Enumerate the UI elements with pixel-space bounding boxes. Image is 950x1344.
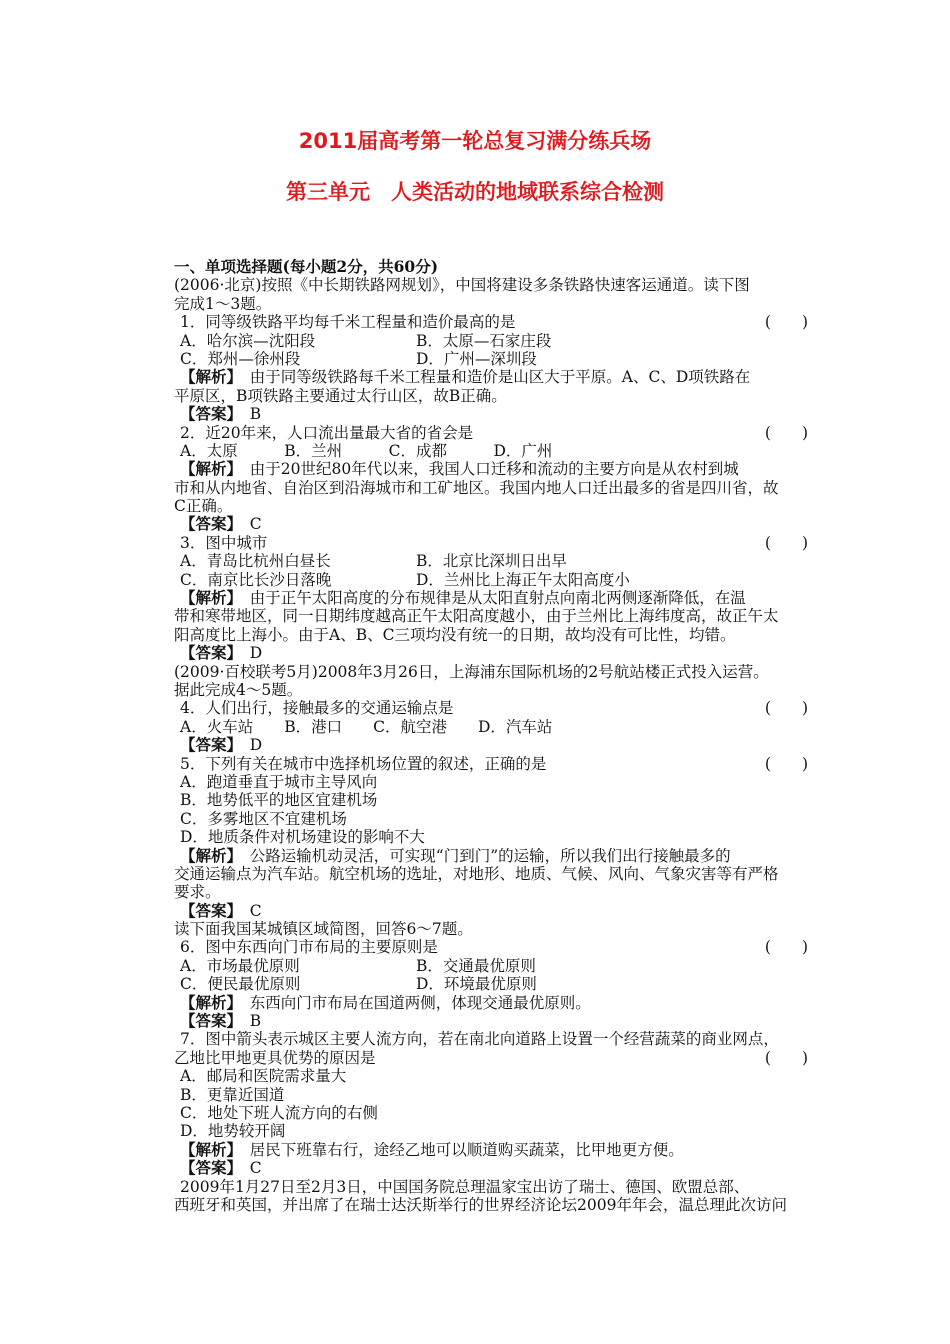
analysis-line: 平原区，B项铁路主要通过太行山区，故B正确。 (174, 386, 507, 405)
intro-line: 西班牙和英国，并出席了在瑞士达沃斯举行的世界经济论坛2009年年会，温总理此次访问 (174, 1195, 787, 1214)
option-row (174, 350, 808, 368)
answer: 【答案】 C (180, 514, 262, 534)
analysis-line: 阳高度比上海小。由于A、B、C三项均没有统一的日期，故均没有可比性，均错。 (174, 625, 736, 644)
option-c: C．郑州—徐州段 (180, 349, 301, 368)
document-body (174, 258, 808, 1214)
analysis-label: 【解析】 (180, 1139, 235, 1159)
question-stem: 5．下列有关在城市中选择机场位置的叙述，正确的是 (180, 754, 547, 773)
option-row (174, 571, 808, 589)
question-stem: 4．人们出行，接触最多的交通运输点是 (180, 699, 454, 718)
intro-line: 读下面我国某城镇区域简图，回答6～7题。 (174, 920, 473, 939)
option-b: B．交通最优原则 (416, 956, 536, 975)
answer-paren: ( ) (764, 313, 808, 332)
answer-label: 【答案】 (180, 514, 235, 534)
intro-line: 据此完成4～5题。 (174, 680, 303, 699)
intro-line: 完成1～3题。 (174, 294, 272, 313)
option-b: B．太原—石家庄段 (416, 331, 552, 350)
question-5 (174, 755, 808, 773)
option-row: A．火车站 B．港口 C．航空港 D．汽车站 (180, 717, 553, 736)
intro-line: 2009年1月27日至2月3日，中国国务院总理温家宝出访了瑞士、德国、欧盟总部、 (180, 1177, 750, 1196)
answer: 【答案】 C (180, 900, 262, 920)
analysis-label: 【解析】 (180, 459, 235, 479)
option-b: B．北京比深圳日出早 (416, 552, 567, 571)
analysis: 【解析】 由于正午太阳高度的分布规律是从太阳直射点向南北两侧逐渐降低，在温 (180, 588, 746, 608)
analysis-line: 要求。 (174, 883, 221, 902)
option-row (174, 332, 808, 350)
option-c: C．便民最优原则 (180, 975, 301, 994)
analysis-label: 【解析】 (180, 367, 235, 387)
question-2 (174, 424, 808, 442)
answer-label: 【答案】 (180, 1158, 235, 1178)
analysis: 【解析】 由于同等级铁路每千米工程量和造价是山区大于平原。A、C、D项铁路在 (180, 367, 751, 387)
answer: 【答案】 D (180, 735, 263, 755)
analysis-label: 【解析】 (180, 588, 235, 608)
option-a: A．青岛比杭州白昼长 (180, 552, 331, 571)
answer-label: 【答案】 (180, 900, 235, 920)
answer-label: 【答案】 (180, 643, 235, 663)
option-d: D．广州—深圳段 (416, 349, 537, 368)
question-3 (174, 534, 808, 552)
question-6 (174, 938, 808, 956)
analysis-line: 交通运输点为汽车站。航空机场的选址，对地形、地质、气候、风向、气象灾害等有严格 (174, 864, 779, 883)
option-d: D．兰州比上海正午太阳高度小 (416, 570, 630, 589)
answer: 【答案】 B (180, 404, 262, 424)
document-title: 2011届高考第一轮总复习满分练兵场 (298, 129, 652, 153)
question-stem-line: 乙地比甲地更具优势的原因是 ( ) (174, 1048, 808, 1067)
analysis-line: 带和寒带地区，同一日期纬度越高正午太阳高度越小，由于兰州比上海纬度高，故正午太 (174, 607, 779, 626)
answer: 【答案】 C (180, 1158, 262, 1178)
answer-label: 【答案】 (180, 1011, 235, 1031)
option-a: A．跑道垂直于城市主导风向 (180, 772, 378, 791)
option-row (174, 552, 808, 570)
option-d: D．环境最优原则 (416, 975, 537, 994)
analysis: 【解析】 东西向门市布局在国道两侧，体现交通最优原则。 (180, 992, 591, 1012)
option-row: A．太原 B．兰州 C．成都 D．广州 (180, 441, 553, 460)
analysis-line: 市和从内地省、自治区到沿海城市和工矿地区。我国内地人口迁出最多的省是四川省，故 (174, 478, 779, 497)
answer: 【答案】 D (180, 643, 263, 663)
analysis-line: C正确。 (174, 497, 233, 516)
option-d: D．地势较开阔 (180, 1122, 286, 1141)
option-a: A．哈尔滨—沈阳段 (180, 331, 316, 350)
answer-paren: ( ) (764, 1048, 808, 1067)
answer-paren: ( ) (764, 699, 808, 718)
analysis-label: 【解析】 (180, 992, 235, 1012)
question-stem: 1．同等级铁路平均每千米工程量和造价最高的是 (180, 313, 516, 332)
answer-paren: ( ) (764, 533, 808, 552)
option-c: C．南京比长沙日落晚 (180, 570, 332, 589)
answer-label: 【答案】 (180, 735, 235, 755)
analysis-label: 【解析】 (180, 845, 235, 865)
question-stem: 6．图中东西向门市布局的主要原则是 (180, 938, 438, 957)
answer-label: 【答案】 (180, 404, 235, 424)
option-row (174, 975, 808, 993)
option-c: C．多雾地区不宜建机场 (180, 809, 347, 828)
question-stem: 3．图中城市 (180, 533, 268, 552)
answer-paren: ( ) (764, 938, 808, 957)
option-row (174, 957, 808, 975)
option-b: B．更靠近国道 (180, 1085, 285, 1104)
question-7: 7．图中箭头表示城区主要人流方向，若在南北向道路上设置一个经营蔬菜的商业网点， (180, 1030, 779, 1049)
intro-line: (2009·百校联考5月)2008年3月26日，上海浦东国际机场的2号航站楼正式投入运营。 (174, 662, 769, 681)
option-c: C．地处下班人流方向的右侧 (180, 1103, 378, 1122)
analysis: 【解析】 居民下班靠右行，途经乙地可以顺道购买蔬菜，比甲地更方便。 (180, 1139, 684, 1159)
section-heading: 一、单项选择题(每小题2分，共60分) (174, 257, 439, 276)
question-4 (174, 699, 808, 717)
analysis: 【解析】 公路运输机动灵活，可实现“门到门”的运输，所以我们出行接触最多的 (180, 845, 731, 865)
intro-line: (2006·北京)按照《中长期铁路网规划》，中国将建设多条铁路快速客运通道。读下图 (174, 276, 750, 295)
option-d: D．地质条件对机场建设的影响不大 (180, 828, 425, 847)
document-subtitle: 第三单元 人类活动的地域联系综合检测 (286, 180, 664, 204)
option-a: A．邮局和医院需求量大 (180, 1067, 347, 1086)
option-b: B．地势低平的地区宜建机场 (180, 791, 378, 810)
question-stem: 2．近20年来，人口流出量最大省的省会是 (180, 423, 474, 442)
option-a: A．市场最优原则 (180, 956, 300, 975)
analysis: 【解析】 由于20世纪80年代以来，我国人口迁移和流动的主要方向是从农村到城 (180, 459, 739, 479)
answer-paren: ( ) (764, 423, 808, 442)
answer-paren: ( ) (764, 754, 808, 773)
question-1 (174, 313, 808, 331)
answer: 【答案】 B (180, 1011, 262, 1031)
